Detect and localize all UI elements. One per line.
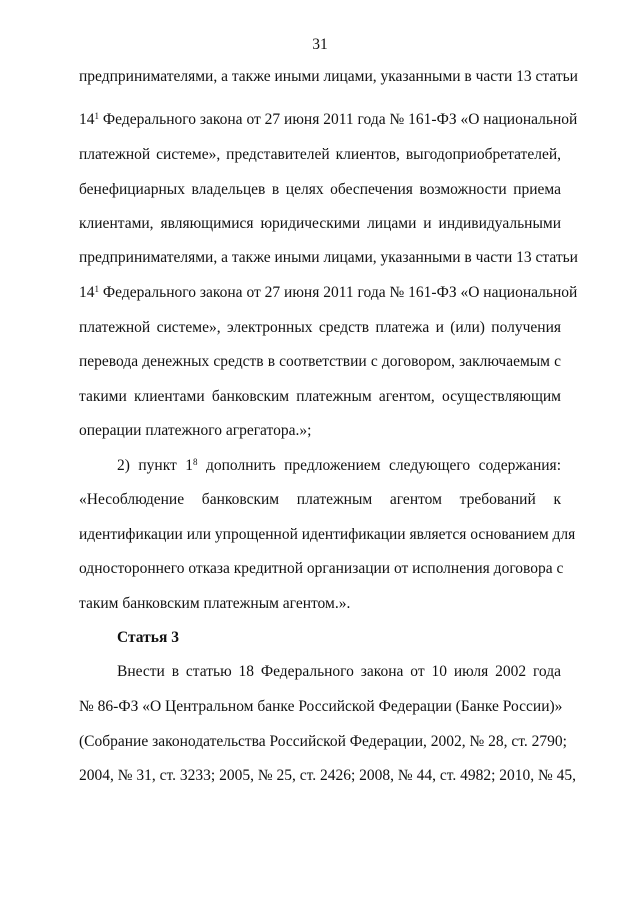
text-line: платежной системе», электронных средств платежа и (или) получения	[79, 319, 561, 336]
page-number: 31	[312, 36, 328, 53]
text-line: одностороннего отказа кредитной организации от исполнения договора с	[79, 560, 564, 577]
text-line: перевода денежных средств в соответствии с договором, заключаемым с	[79, 353, 561, 370]
text-line: 2004, № 31, ст. 3233; 2005, № 25, ст. 2426; 2008, № 44, ст. 4982; 2010, № 45,	[79, 767, 577, 784]
text-line: № 86-ФЗ «О Центральном банке Российской Федерации (Банке России)»	[79, 698, 563, 715]
text-line: предпринимателями, а также иными лицами, указанными в части 13 статьи	[79, 249, 578, 266]
text-line: таким банковским платежным агентом.».	[79, 595, 351, 612]
text-line: $14^1$ Федерального закона от 27 июня 2011 года № 161-ФЗ «О национальной	[79, 111, 578, 128]
text-line: (Собрание законодательства Российской Федерации, 2002, № 28, ст. 2790;	[79, 733, 567, 750]
text-line: платежной системе», представителей клиентов, выгодоприобретателей,	[79, 146, 561, 163]
text-line: клиентами, являющимися юридическими лицами и индивидуальными	[79, 215, 561, 232]
text-line: $14^1$ Федерального закона от 27 июня 2011 года № 161-ФЗ «О национальной	[79, 284, 578, 301]
article-heading: Статья 3	[117, 629, 179, 646]
text-line: Внести в статью 18 Федерального закона от 10 июля 2002 года	[117, 663, 561, 680]
text-line: 2) пункт $1^8$ дополнить предложением следующего содержания:	[117, 457, 561, 474]
text-line: «Несоблюдение банковским платежным агентом требований к	[79, 491, 561, 508]
text-line: предпринимателями, а также иными лицами, указанными в части 13 статьи	[79, 68, 578, 85]
text-line: идентификации или упрощенной идентификации является основанием для	[79, 526, 576, 543]
text-line: бенефициарных владельцев в целях обеспечения возможности приема	[79, 181, 561, 198]
text-line: операции платежного агрегатора.»;	[79, 422, 312, 439]
text-line: такими клиентами банковским платежным агентом, осуществляющим	[79, 388, 561, 405]
